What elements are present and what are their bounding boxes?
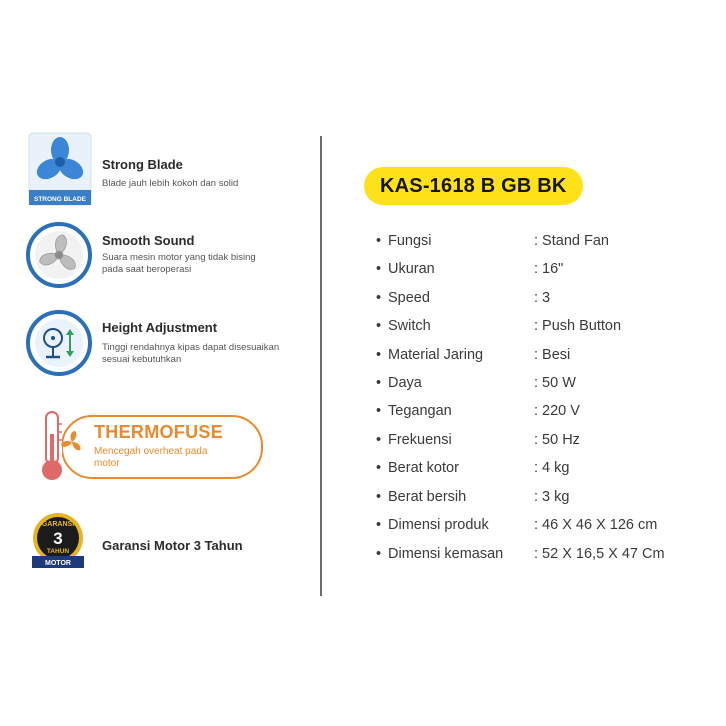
spec-row <box>374 542 694 566</box>
bullet-icon: • <box>376 489 382 505</box>
strong-blade-caption: STRONG BLADE <box>34 196 86 203</box>
badge-number: 3 <box>53 529 63 548</box>
spec-value: : 16" <box>534 261 564 277</box>
spec-row <box>374 513 694 537</box>
feature-title: Height Adjustment <box>102 320 218 335</box>
spec-label: Fungsi <box>388 233 432 249</box>
vertical-divider <box>320 136 322 596</box>
spec-value: : 3 kg <box>534 489 570 505</box>
feature-desc: Blade jauh lebih kokoh dan solid <box>102 178 239 189</box>
fan-blade-icon <box>28 132 92 203</box>
spec-label: Tegangan <box>388 403 452 419</box>
fan-propeller-icon <box>26 222 90 286</box>
feature-desc: Suara mesin motor yang tidak bising pada saat beroperasi <box>102 252 256 275</box>
spec-row <box>374 229 694 253</box>
bullet-icon: • <box>376 261 382 277</box>
spec-value: : 46 X 46 X 126 cm <box>534 517 658 533</box>
spec-label: Dimensi kemasan <box>388 546 504 562</box>
feature-height-adjustment <box>26 310 296 380</box>
spec-row <box>374 428 694 452</box>
spec-value: : 50 W <box>534 375 576 391</box>
feature-title: Garansi Motor 3 Tahun <box>102 538 243 553</box>
feature-strong-blade <box>26 132 296 206</box>
spec-row <box>374 343 694 367</box>
badge-unit: TAHUN <box>46 548 70 555</box>
spec-row <box>374 286 694 310</box>
bullet-icon: • <box>376 375 382 391</box>
feature-thermofuse <box>38 408 270 484</box>
thermofuse-title: THERMOFUSE <box>94 422 223 442</box>
spec-row <box>374 257 694 281</box>
bullet-icon: • <box>376 432 382 448</box>
spec-value: : Push Button <box>534 318 622 334</box>
spec-value: : Stand Fan <box>534 233 609 249</box>
spec-value: : Besi <box>534 347 571 363</box>
bullet-icon: • <box>376 460 382 476</box>
spec-row <box>374 399 694 423</box>
bullet-icon: • <box>376 347 382 363</box>
feature-warranty <box>26 510 296 570</box>
spec-label: Ukuran <box>388 261 435 277</box>
feature-title: Smooth Sound <box>102 233 195 248</box>
feature-desc: Tinggi rendahnya kipas dapat disesuaikan sesuai kebutuhkan <box>102 342 280 365</box>
spec-row <box>374 314 694 338</box>
bullet-icon: • <box>376 546 382 562</box>
spec-label: Speed <box>388 290 430 306</box>
spec-label: Frekuensi <box>388 432 452 448</box>
stand-fan-height-icon <box>26 310 90 374</box>
spec-label: Daya <box>388 375 422 391</box>
bullet-icon: • <box>376 517 382 533</box>
badge-ribbon: MOTOR <box>45 560 71 567</box>
spec-label: Switch <box>388 318 431 334</box>
spec-label: Berat bersih <box>388 489 467 505</box>
bullet-icon: • <box>376 233 382 249</box>
bullet-icon: • <box>376 318 382 334</box>
thermofuse-desc: Mencegah overheat pada motor <box>94 446 208 469</box>
warranty-badge-icon <box>26 510 90 572</box>
feature-title: Strong Blade <box>102 157 183 172</box>
bullet-icon: • <box>376 403 382 419</box>
spec-value: : 3 <box>534 290 551 306</box>
spec-value: : 50 Hz <box>534 432 580 448</box>
spec-value: : 4 kg <box>534 460 570 476</box>
spec-value: : 220 V <box>534 403 580 419</box>
model-name: KAS-1618 B GB BK <box>364 167 583 205</box>
spec-value: : 52 X 16,5 X 47 Cm <box>534 546 665 562</box>
feature-smooth-sound <box>26 222 296 292</box>
spec-label: Dimensi produk <box>388 517 489 533</box>
spec-row <box>374 371 694 395</box>
badge-top-text: GARANSI <box>41 521 75 528</box>
spec-label: Berat kotor <box>388 460 459 476</box>
bullet-icon: • <box>376 290 382 306</box>
spec-row <box>374 485 694 509</box>
spec-label: Material Jaring <box>388 347 484 363</box>
spec-row <box>374 456 694 480</box>
